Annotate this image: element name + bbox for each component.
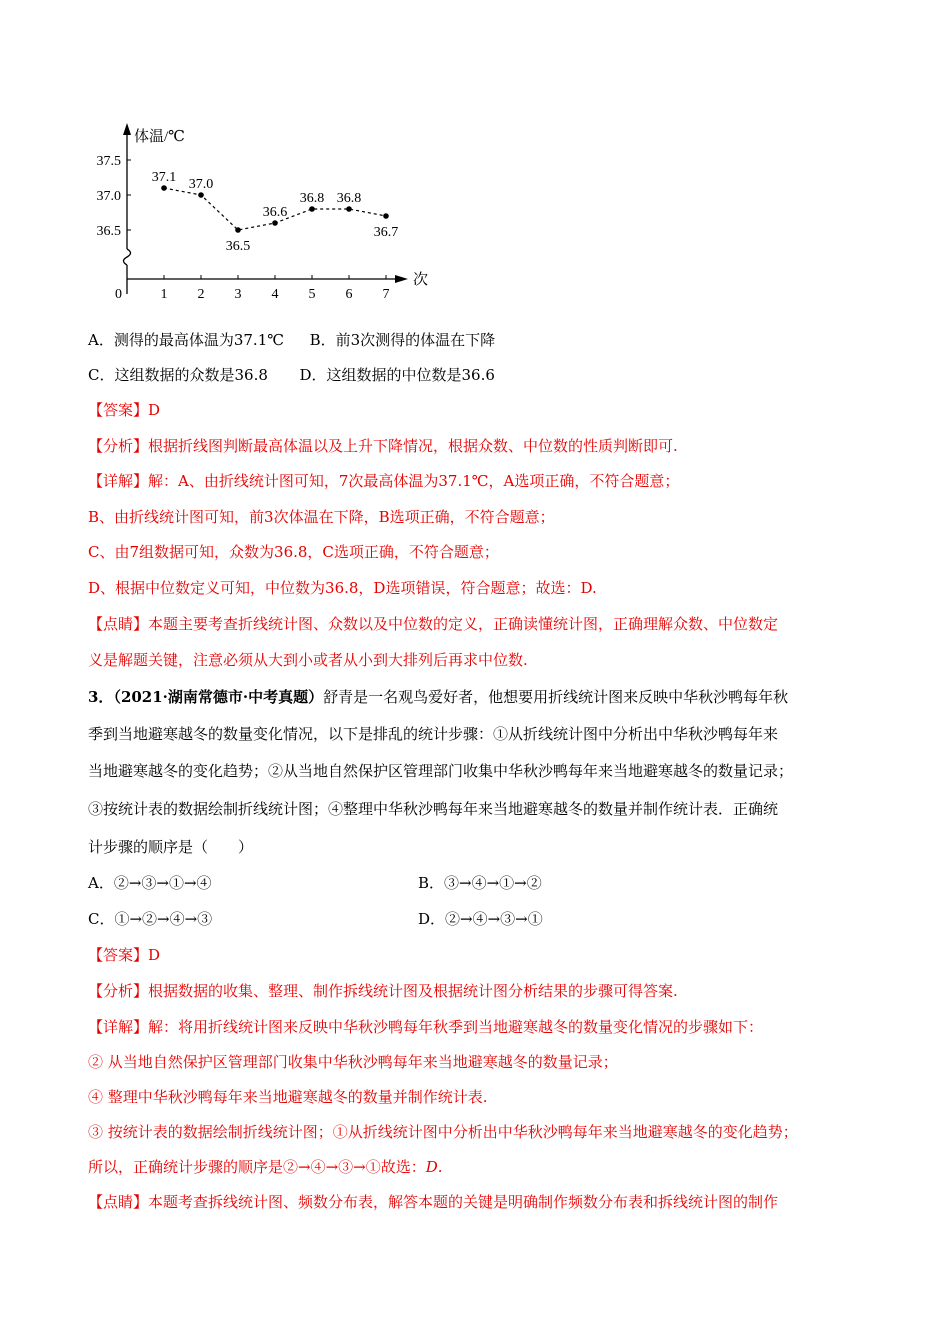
q3-source: （2021·湖南常德市·中考真题）: [113, 688, 324, 706]
q3-stem-5: 计步骤的顺序是（ ）: [88, 838, 254, 856]
q3-comment-1: 【点睛】本题考查拆线统计图、频数分布表，解答本题的关键是明确制作频数分布表和拆线统计图的制作: [88, 1193, 779, 1211]
y-axis-break: [124, 249, 131, 265]
q3-stem-line-1: [88, 687, 788, 707]
data-point: [346, 206, 352, 212]
y-axis-label: 体温/℃: [134, 129, 185, 145]
data-point: [235, 227, 241, 233]
q2-option-b: B．前3次测得的体温在下降: [309, 331, 496, 349]
q3-stem-2: 季到当地避寒越冬的数量变化情况，以下是排乱的统计步骤：①从折线统计图中分析出中华秋沙鸭每年来: [88, 725, 779, 743]
q2-options-row-1: [88, 330, 495, 350]
y-tick-label: 37.5: [96, 154, 121, 169]
q3-option-b: B．③→④→①→②: [418, 874, 542, 892]
x-tick-label: 3: [234, 287, 242, 302]
q3-detail-2: ② 从当地自然保护区管理部门收集中华秋沙鸭每年来当地避寒越冬的数量记录；: [88, 1053, 618, 1071]
q2-detail-3: C、由7组数据可知，众数为36.8，C选项正确，不符合题意；: [88, 543, 499, 561]
y-tick-label: 37.0: [96, 189, 121, 204]
data-point: [383, 213, 389, 219]
data-label: 37.1: [151, 170, 177, 185]
y-axis-arrow: [123, 123, 131, 135]
x-tick-label: 2: [197, 287, 205, 302]
q2-detail-4: D、根据中位数定义可知，中位数为36.8，D选项错误，符合题意；故选：D.: [88, 579, 597, 597]
x-axis-arrow: [395, 275, 408, 283]
q3-stem-1: 舒青是一名观鸟爱好者，他想要用折线统计图来反映中华秋沙鸭每年秋: [323, 688, 789, 706]
q3-detail-5a: 所以，正确统计步骤的顺序是②→④→③→①故选：: [88, 1158, 426, 1176]
data-label: 36.7: [373, 225, 399, 240]
q3-detail-5c: .: [437, 1158, 443, 1176]
x-tick-label: 7: [382, 287, 390, 302]
y-tick-label: 36.5: [96, 224, 121, 239]
data-point: [161, 185, 167, 191]
q2-options-row-2: [88, 365, 495, 385]
q2-answer: 【答案】D: [88, 401, 161, 419]
q3-detail-5: [88, 1157, 443, 1177]
q3-detail-1: 【详解】解：将用折线统计图来反映中华秋沙鸭每年秋季到当地避寒越冬的数量变化情况的步骤如下：: [88, 1018, 764, 1036]
x-tick-label: 4: [271, 287, 279, 302]
x-tick-label: 6: [345, 287, 353, 302]
q3-detail-3: ④ 整理中华秋沙鸭每年来当地避寒越冬的数量并制作统计表.: [88, 1088, 488, 1106]
chart-marks: [152, 170, 399, 254]
origin-label: 0: [115, 287, 122, 302]
q2-option-d: D．这组数据的中位数是36.6: [299, 366, 495, 384]
q3-detail-5b: D: [425, 1158, 438, 1176]
x-axis-label: 次: [413, 272, 429, 288]
q3-number: 3．: [88, 688, 114, 706]
data-label: 36.5: [225, 239, 251, 254]
data-label: 36.6: [262, 205, 288, 220]
x-tick-label: 5: [308, 287, 316, 302]
q2-detail-2: B、由折线统计图可知，前3次体温在下降，B选项正确，不符合题意；: [88, 508, 555, 526]
data-label: 36.8: [299, 191, 325, 206]
q2-comment-1: 【点睛】本题主要考查折线统计图、众数以及中位数的定义，正确读懂统计图，正确理解众数、中位数定: [88, 615, 779, 633]
q2-option-a: A．测得的最高体温为37.1℃: [88, 331, 285, 349]
data-label: 36.8: [336, 191, 362, 206]
q3-analysis: 【分析】根据数据的收集、整理、制作拆线统计图及根据统计图分析结果的步骤可得答案.: [88, 982, 678, 1000]
q3-stem-4: ③按统计表的数据绘制折线统计图；④整理中华秋沙鸭每年来当地避寒越冬的数量并制作统计表．正确统: [88, 800, 779, 818]
q3-detail-4: ③ 按统计表的数据绘制折线统计图；①从折线统计图中分析出中华秋沙鸭每年来当地避寒越冬的变化趋势；: [88, 1123, 798, 1141]
q2-analysis: 【分析】根据折线图判断最高体温以及上升下降情况，根据众数、中位数的性质判断即可.: [88, 437, 678, 455]
q3-option-c: C．①→②→④→③: [88, 910, 213, 928]
data-point: [309, 206, 315, 212]
q3-answer: 【答案】D: [88, 946, 161, 964]
data-label: 37.0: [188, 177, 214, 192]
data-point: [198, 192, 204, 198]
q2-comment-2: 义是解题关键，注意必须从大到小或者从小到大排列后再求中位数.: [88, 651, 528, 669]
q3-option-d: D．②→④→③→①: [418, 910, 543, 928]
q2-detail-1: 【详解】解：A、由折线统计图可知，7次最高体温为37.1℃，A选项正确，不符合题意；: [88, 472, 680, 490]
x-tick-label: 1: [160, 287, 168, 302]
q2-option-c: C．这组数据的众数是36.8: [88, 366, 268, 384]
q3-stem-3: 当地避寒越冬的变化趋势；②从当地自然保护区管理部门收集中华秋沙鸭每年来当地避寒越冬的数量记录；: [88, 762, 794, 780]
q3-option-a: A．②→③→①→④: [88, 874, 212, 892]
temperature-line-chart: [80, 115, 440, 310]
data-point: [272, 220, 278, 226]
